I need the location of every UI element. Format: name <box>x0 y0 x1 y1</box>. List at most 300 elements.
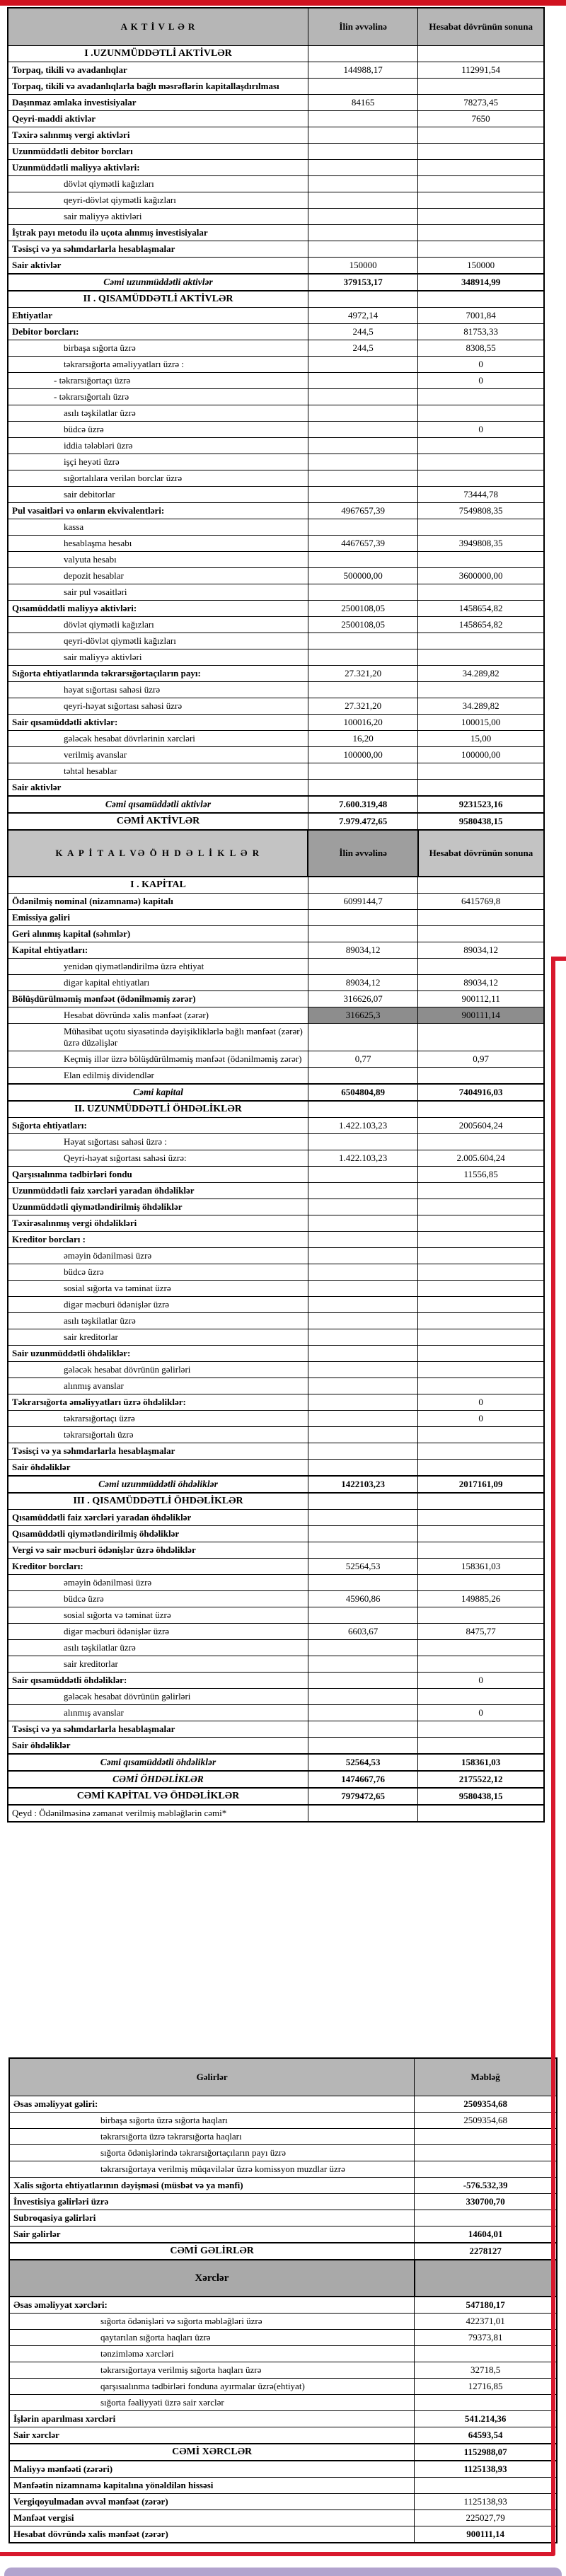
value-beginning <box>308 1183 417 1199</box>
balance-row <box>8 682 544 698</box>
value-end: 0 <box>418 1411 544 1427</box>
row-label: verilmiş avanslar <box>8 747 308 763</box>
value-end <box>418 1607 544 1624</box>
income-row <box>9 2145 557 2161</box>
value-beginning: 4972,14 <box>308 308 417 324</box>
balance-row <box>8 698 544 715</box>
value-amount <box>415 2478 557 2494</box>
value-beginning <box>308 1329 417 1346</box>
row-label: Maliyyə mənfəəti (zərəri) <box>9 2461 415 2478</box>
row-label: Debitor borcları: <box>8 324 308 340</box>
balance-row <box>8 1673 544 1689</box>
value-beginning <box>308 649 417 666</box>
value-beginning <box>308 422 417 438</box>
value-amount: 64593,54 <box>415 2427 557 2444</box>
row-label: CƏMİ KAPİTAL VƏ ÖHDƏLİKLƏR <box>8 1788 308 1805</box>
value-beginning: 100000,00 <box>308 747 417 763</box>
row-label: Sair uzunmüddətli öhdəliklər: <box>8 1346 308 1362</box>
value-end <box>418 1378 544 1394</box>
balance-row <box>8 601 544 617</box>
balance-row <box>8 274 544 291</box>
row-label: dövlət qiymətli kağızları <box>8 617 308 633</box>
value-end: 34.289,82 <box>418 666 544 682</box>
row-label: Təsisçi və ya səhmdarlarla hesablaşmalar <box>8 1443 308 1460</box>
assets-title: A K T İ V L Ə R <box>8 8 308 46</box>
balance-row <box>8 991 544 1007</box>
row-label: sığorta ödənişləri və sığorta məbləğləri üzrə <box>9 2314 415 2330</box>
balance-row <box>8 1805 544 1822</box>
value-beginning: 4467657,39 <box>308 536 417 552</box>
balance-row <box>8 470 544 487</box>
value-beginning <box>308 1199 417 1215</box>
row-label: Qeyd : Ödənilməsinə zəmanət verilmiş məbləğlərin cəmi* <box>8 1805 308 1822</box>
row-label: Mənfəət vergisi <box>9 2510 415 2526</box>
row-label: III . QISAMÜDDƏTLİ ÖHDƏLİKLƏR <box>8 1493 308 1510</box>
value-beginning <box>308 780 417 797</box>
value-end <box>418 1264 544 1281</box>
balance-row <box>8 1281 544 1297</box>
balance-row <box>8 487 544 503</box>
row-label: digər məcburi ödənişlər üzrə <box>8 1624 308 1640</box>
value-beginning: 316625,3 <box>308 1007 417 1024</box>
value-beginning <box>308 438 417 454</box>
value-beginning <box>308 470 417 487</box>
row-label: Təkrarsığorta əməliyyatları üzrə öhdəliklər: <box>8 1394 308 1411</box>
balance-row <box>8 324 544 340</box>
balance-row <box>8 1510 544 1526</box>
value-beginning: 100016,20 <box>308 715 417 731</box>
value-beginning <box>308 373 417 389</box>
balance-row <box>8 1329 544 1346</box>
balance-row <box>8 649 544 666</box>
value-end: 73444,78 <box>418 487 544 503</box>
value-beginning <box>308 682 417 698</box>
row-label: Təsisçi və ya səhmdarlarla hesablaşmalar <box>8 1721 308 1738</box>
value-beginning <box>308 1689 417 1705</box>
value-beginning <box>308 1738 417 1755</box>
row-label: digər məcburi ödənişlər üzrə <box>8 1297 308 1313</box>
value-end <box>418 225 544 241</box>
balance-row <box>8 1215 544 1232</box>
row-label: alınmış avanslar <box>8 1378 308 1394</box>
balance-row <box>8 1150 544 1167</box>
balance-row <box>8 633 544 649</box>
income-row <box>9 2096 557 2113</box>
row-label: CƏMİ XƏRCLƏR <box>9 2444 415 2461</box>
row-label: Vergiqoyulmadan əvvəl mənfəət (zərər) <box>9 2494 415 2510</box>
balance-row <box>8 1051 544 1068</box>
row-label: iddia tələbləri üzrə <box>8 438 308 454</box>
income-statement-table <box>8 2057 558 2543</box>
row-label: Cəmi kapital <box>8 1084 308 1101</box>
row-label: sosial sığorta və təminat üzrə <box>8 1607 308 1624</box>
income-row <box>9 2395 557 2411</box>
value-beginning <box>308 552 417 568</box>
income-row <box>9 2161 557 2178</box>
value-beginning <box>308 1656 417 1673</box>
col-end-of-period: Hesabat dövrünün sonuna <box>418 830 544 877</box>
value-end: 78273,45 <box>418 95 544 111</box>
value-beginning <box>308 1297 417 1313</box>
income-row <box>9 2494 557 2510</box>
balance-row <box>8 1771 544 1788</box>
row-label: sair maliyyə aktivləri <box>8 649 308 666</box>
value-end <box>418 1721 544 1738</box>
value-end <box>418 1443 544 1460</box>
value-end: 100000,00 <box>418 747 544 763</box>
row-label: Sığorta ehtiyatları: <box>8 1118 308 1134</box>
value-end: 9580438,15 <box>418 813 544 830</box>
value-end <box>418 1024 544 1051</box>
value-end <box>418 1281 544 1297</box>
balance-row <box>8 763 544 780</box>
value-end: 1458654,82 <box>418 617 544 633</box>
balance-row <box>8 1460 544 1477</box>
value-beginning <box>308 1248 417 1264</box>
row-label: CƏMİ GƏLİRLƏR <box>9 2243 415 2260</box>
row-label: birbaşa sığorta üzrə <box>8 340 308 357</box>
balance-row <box>8 568 544 584</box>
row-label: təkrarsığortaya verilmiş müqavilələr üzrə komissyon muzdlar üzrə <box>9 2161 415 2178</box>
value-end: 0 <box>418 1673 544 1689</box>
row-label: Qeyri-maddi aktivlər <box>8 111 308 127</box>
row-label: gələcək hesabat dövrlərinin xərcləri <box>8 731 308 747</box>
income-row <box>9 2346 557 2362</box>
value-beginning <box>308 1510 417 1526</box>
row-label: Həyat sığortası sahəsi üzrə : <box>8 1134 308 1150</box>
value-end: 34.289,82 <box>418 698 544 715</box>
balance-row <box>8 1476 544 1493</box>
value-amount: 225027,79 <box>415 2510 557 2526</box>
value-end <box>418 1542 544 1559</box>
col-beginning-of-year: İlin əvvəlinə <box>308 8 417 46</box>
row-label: İnvestisiya gəlirləri üzrə <box>9 2194 415 2210</box>
balance-row <box>8 291 544 308</box>
row-label: valyuta hesabı <box>8 552 308 568</box>
income-row <box>9 2411 557 2427</box>
value-beginning <box>308 1721 417 1738</box>
value-beginning <box>308 357 417 373</box>
value-end <box>418 910 544 926</box>
value-end <box>418 438 544 454</box>
balance-row <box>8 1443 544 1460</box>
income-header-row <box>9 2058 557 2096</box>
value-beginning <box>308 79 417 95</box>
row-label: Emissiya gəliri <box>8 910 308 926</box>
balance-row <box>8 160 544 176</box>
value-end <box>418 1805 544 1822</box>
row-label: İştrak payı metodu ilə uçota alınmış investisiyalar <box>8 225 308 241</box>
row-label: İşlərin aparılması xərcləri <box>9 2411 415 2427</box>
balance-row <box>8 813 544 830</box>
value-end <box>418 209 544 225</box>
row-label: büdcə üzrə <box>8 1264 308 1281</box>
value-beginning <box>308 1542 417 1559</box>
balance-row <box>8 877 544 894</box>
balance-row <box>8 1493 544 1510</box>
row-label: Sair öhdəliklər <box>8 1738 308 1755</box>
value-beginning: 2500108,05 <box>308 601 417 617</box>
value-end <box>418 144 544 160</box>
value-amount: 330700,70 <box>415 2194 557 2210</box>
value-beginning <box>308 1313 417 1329</box>
value-amount: 2278127 <box>415 2243 557 2260</box>
value-amount: 422371,01 <box>415 2314 557 2330</box>
value-beginning <box>308 1215 417 1232</box>
balance-row <box>8 780 544 797</box>
value-beginning <box>308 763 417 780</box>
balance-row <box>8 176 544 192</box>
value-beginning <box>308 1101 417 1118</box>
value-end: 0 <box>418 1705 544 1721</box>
balance-row <box>8 1248 544 1264</box>
value-end: 900111,14 <box>418 1007 544 1024</box>
value-end: 348914,99 <box>418 274 544 291</box>
value-end <box>418 1248 544 1264</box>
balance-row <box>8 1297 544 1313</box>
value-amount <box>415 2346 557 2362</box>
balance-row <box>8 1024 544 1051</box>
value-beginning: 16,20 <box>308 731 417 747</box>
value-beginning: 27.321,20 <box>308 666 417 682</box>
value-beginning: 244,5 <box>308 324 417 340</box>
row-label: Sair qısamüddətli öhdəliklər: <box>8 1673 308 1689</box>
row-label: əməyin ödənilməsi üzrə <box>8 1575 308 1591</box>
value-end <box>418 1183 544 1199</box>
value-beginning: 4967657,39 <box>308 503 417 519</box>
balance-row <box>8 1183 544 1199</box>
value-beginning <box>308 405 417 422</box>
balance-row <box>8 1346 544 1362</box>
value-end: 1458654,82 <box>418 601 544 617</box>
value-end: 89034,12 <box>418 942 544 959</box>
value-beginning <box>308 877 417 894</box>
value-beginning: 7.600.319,48 <box>308 796 417 813</box>
balance-row <box>8 910 544 926</box>
balance-row <box>8 241 544 258</box>
row-label: Subroqasiya gəlirləri <box>9 2210 415 2226</box>
row-label: Mühasibat uçotu siyasətində dəyişikliklərlə bağlı mənfəət (zərər) üzrə düzəlişlər <box>8 1024 308 1051</box>
row-label: alınmış avanslar <box>8 1705 308 1721</box>
income-row <box>9 2330 557 2346</box>
income-row <box>9 2178 557 2194</box>
value-beginning <box>308 1443 417 1460</box>
value-end <box>418 1215 544 1232</box>
income-row <box>9 2379 557 2395</box>
value-end: 9580438,15 <box>418 1788 544 1805</box>
value-beginning <box>308 910 417 926</box>
balance-row <box>8 1084 544 1101</box>
income-row <box>9 2194 557 2210</box>
value-beginning <box>308 1362 417 1378</box>
value-beginning <box>308 1346 417 1362</box>
value-end <box>418 176 544 192</box>
balance-row <box>8 144 544 160</box>
balance-row <box>8 405 544 422</box>
balance-row <box>8 1362 544 1378</box>
row-label: CƏMİ ÖHDƏLİKLƏR <box>8 1771 308 1788</box>
value-amount: 14604,01 <box>415 2226 557 2243</box>
income-row <box>9 2113 557 2129</box>
value-beginning: 6504804,89 <box>308 1084 417 1101</box>
value-end: 7404916,03 <box>418 1084 544 1101</box>
value-amount: 541.214,36 <box>415 2411 557 2427</box>
red-annotation-bottom-line <box>0 2552 555 2556</box>
row-label: asılı təşkilatlar üzrə <box>8 1313 308 1329</box>
value-beginning <box>308 1526 417 1542</box>
row-label: Qısamüddətli qiymətləndirilmiş öhdəliklər <box>8 1526 308 1542</box>
row-label: II. UZUNMÜDDƏTLİ ÖHDƏLİKLƏR <box>8 1101 308 1118</box>
row-label: təhtəl hesablar <box>8 763 308 780</box>
row-label: Torpaq, tikili və avadanlıqlar <box>8 62 308 79</box>
value-end <box>418 389 544 405</box>
value-beginning <box>308 225 417 241</box>
value-beginning: 1422103,23 <box>308 1476 417 1493</box>
income-row <box>9 2260 557 2297</box>
value-amount: 1152988,07 <box>415 2444 557 2461</box>
row-label: Mənfəətin nizamnamə kapitalına yönəldilən hissəsi <box>9 2478 415 2494</box>
income-row <box>9 2478 557 2494</box>
row-label: Kreditor borcları : <box>8 1232 308 1248</box>
balance-row <box>8 503 544 519</box>
value-end <box>418 519 544 536</box>
value-end: 0,97 <box>418 1051 544 1068</box>
row-label: sair kreditorlar <box>8 1656 308 1673</box>
value-beginning: 1.422.103,23 <box>308 1150 417 1167</box>
row-label: kassa <box>8 519 308 536</box>
row-label: Geri alınmış kapital (səhmlər) <box>8 926 308 942</box>
value-end: 8308,55 <box>418 340 544 357</box>
balance-row <box>8 209 544 225</box>
value-end: 150000 <box>418 258 544 275</box>
value-beginning <box>308 633 417 649</box>
balance-row <box>8 127 544 144</box>
balance-row <box>8 258 544 275</box>
value-beginning <box>308 1427 417 1443</box>
row-label: gələcək hesabat dövrünün gəlirləri <box>8 1689 308 1705</box>
value-beginning: 52564,53 <box>308 1754 417 1771</box>
row-label: - təkrarsığortalı üzrə <box>8 389 308 405</box>
row-label: Kreditor borcları: <box>8 1559 308 1575</box>
income-row <box>9 2314 557 2330</box>
row-label: asılı təşkilatlar üzrə <box>8 1640 308 1656</box>
row-label: sair maliyyə aktivləri <box>8 209 308 225</box>
value-end <box>418 160 544 176</box>
row-label: sosial sığorta və təminat üzrə <box>8 1281 308 1297</box>
value-end <box>418 1689 544 1705</box>
value-end: 89034,12 <box>418 975 544 991</box>
value-beginning <box>308 584 417 601</box>
value-end: 2005604,24 <box>418 1118 544 1134</box>
row-label: Keçmiş illər üzrə bölüşdürülməmiş mənfəət (ödənilməmiş zərər) <box>8 1051 308 1068</box>
value-amount: 2509354,68 <box>415 2113 557 2129</box>
row-label: sığorta ödənişlərində təkrarsığortaçıların payı üzrə <box>9 2145 415 2161</box>
value-beginning: 89034,12 <box>308 975 417 991</box>
bottom-purple-bar <box>4 2568 562 2576</box>
row-label: Uzunmüddətli debitor borcları <box>8 144 308 160</box>
row-label: Əsas əməliyyat xərcləri: <box>9 2297 415 2314</box>
balance-row <box>8 46 544 62</box>
row-label: Cəmi qısamüddətli aktivlər <box>8 796 308 813</box>
balance-row <box>8 438 544 454</box>
value-beginning: 6603,67 <box>308 1624 417 1640</box>
balance-row <box>8 959 544 975</box>
value-amount <box>415 2145 557 2161</box>
balance-row <box>8 340 544 357</box>
income-row <box>9 2526 557 2543</box>
value-end: 8475,77 <box>418 1624 544 1640</box>
row-label: gələcək hesabat dövrünün gəlirləri <box>8 1362 308 1378</box>
balance-row <box>8 95 544 111</box>
value-amount: 12716,85 <box>415 2379 557 2395</box>
col-end-of-period: Hesabat dövrünün sonuna <box>418 8 544 46</box>
value-end <box>418 1738 544 1755</box>
row-label: hesablaşma hesabı <box>8 536 308 552</box>
value-beginning <box>308 1411 417 1427</box>
balance-row <box>8 715 544 731</box>
value-beginning <box>308 959 417 975</box>
balance-row <box>8 1754 544 1771</box>
value-amount <box>415 2395 557 2411</box>
balance-row <box>8 926 544 942</box>
value-beginning <box>308 1493 417 1510</box>
value-end: 900112,11 <box>418 991 544 1007</box>
row-label: əməyin ödənilməsi üzrə <box>8 1248 308 1264</box>
balance-row <box>8 796 544 813</box>
value-end: 9231523,16 <box>418 796 544 813</box>
balance-row <box>8 1232 544 1248</box>
balance-row <box>8 830 544 877</box>
row-label: Ehtiyatlar <box>8 308 308 324</box>
balance-row <box>8 62 544 79</box>
value-beginning <box>308 176 417 192</box>
value-end <box>418 1526 544 1542</box>
value-beginning <box>308 1394 417 1411</box>
value-beginning <box>308 192 417 209</box>
value-end <box>418 454 544 470</box>
value-end <box>418 682 544 698</box>
value-end: 6415769,8 <box>418 894 544 910</box>
row-label: Cəmi uzunmüddətli öhdəliklər <box>8 1476 308 1493</box>
value-beginning <box>308 1673 417 1689</box>
value-end: 7650 <box>418 111 544 127</box>
value-beginning: 27.321,20 <box>308 698 417 715</box>
balance-row <box>8 1007 544 1024</box>
row-label: Əsas əməliyyat gəliri: <box>9 2096 415 2113</box>
value-end: 7549808,35 <box>418 503 544 519</box>
balance-row <box>8 1738 544 1755</box>
row-label: Sair qısamüddətli aktivlər: <box>8 715 308 731</box>
value-end <box>418 633 544 649</box>
balance-row <box>8 666 544 682</box>
row-label: Qarşısıalınma tədbirləri fondu <box>8 1167 308 1183</box>
balance-row <box>8 389 544 405</box>
value-end <box>418 959 544 975</box>
row-label: Təxirəsalınmış vergi öhdəlikləri <box>8 1215 308 1232</box>
value-beginning <box>308 241 417 258</box>
row-label: qeyri-dövlət qiymətli kağızları <box>8 192 308 209</box>
value-end: 0 <box>418 1394 544 1411</box>
value-beginning: 6099144,7 <box>308 894 417 910</box>
value-end: 3600000,00 <box>418 568 544 584</box>
row-label: I .UZUNMÜDDƏTLİ AKTİVLƏR <box>8 46 308 62</box>
row-label: təkrarsığorta üzrə təkrarsığorta haqları <box>9 2129 415 2145</box>
row-label: Sair öhdəliklər <box>8 1460 308 1477</box>
balance-row <box>8 79 544 95</box>
value-end <box>418 552 544 568</box>
expenses-section-title: Xərclər <box>9 2260 415 2297</box>
value-amount <box>415 2210 557 2226</box>
